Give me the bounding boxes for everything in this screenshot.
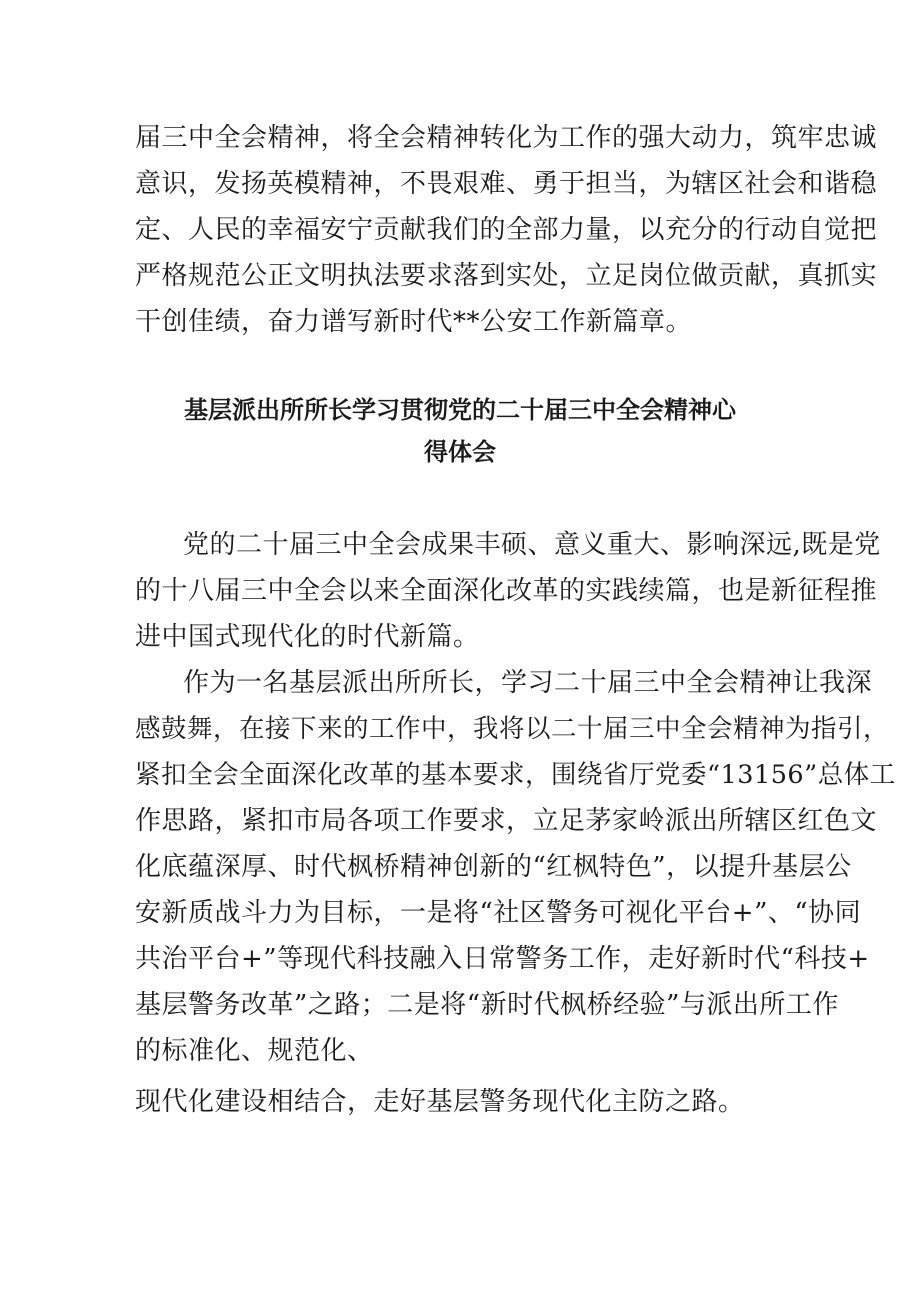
- text-line: 定、人民的幸福安宁贡献我们的全部力量，以充分的行动自觉把: [135, 215, 878, 245]
- text-line: 的标准化、规范化、: [135, 1036, 374, 1066]
- text-line: 严格规范公正文明执法要求落到实处，立足岗位做贡献，真抓实: [135, 261, 878, 291]
- text-line: 作为一名基层派出所所长，学习二十届三中全会精神让我深: [183, 668, 873, 698]
- text-line: 进中国式现代化的时代新篇。: [135, 622, 480, 652]
- text-line: 的十八届三中全会以来全面深化改革的实践续篇，也是新征程推: [135, 576, 878, 606]
- text-line: 基层警务改革”之路；二是将“新时代枫桥经验”与派出所工作: [135, 990, 839, 1020]
- text-line: 意识，发扬英模精神，不畏艰难、勇于担当，为辖区社会和谐稳: [135, 169, 878, 199]
- text-line: 现代化建设相结合，走好基层警务现代化主防之路。: [135, 1087, 745, 1117]
- text-line: 安新质战斗力为目标，一是将“社区警务可视化平台+”、“协同: [135, 898, 862, 928]
- text-line: 共治平台+”等现代科技融入日常警务工作，走好新时代“科技+: [135, 944, 870, 974]
- text-line: 化底蕴深厚、时代枫桥精神创新的“红枫特色”，以提升基层公: [135, 852, 852, 882]
- text-line: 届三中全会精神，将全会精神转化为工作的强大动力，筑牢忠诚: [135, 123, 878, 153]
- text-line: 党的二十届三中全会成果丰硕、意义重大、影响深远,既是党: [183, 530, 881, 560]
- title-line: 基层派出所所长学习贯彻党的二十届三中全会精神心: [184, 396, 736, 424]
- text-line: 作思路，紧扣市局各项工作要求，立足茅家岭派出所辖区红色文: [135, 806, 878, 836]
- title-line: 得体会: [424, 438, 496, 466]
- text-line: 感鼓舞，在接下来的工作中，我将以二十届三中全会精神为指引，: [135, 714, 890, 744]
- text-line: 紧扣全会全面深化改革的基本要求，围绕省厅党委“13156”总体工: [135, 760, 896, 790]
- text-line: 干创佳绩，奋力谱写新时代**公安工作新篇章。: [135, 307, 693, 337]
